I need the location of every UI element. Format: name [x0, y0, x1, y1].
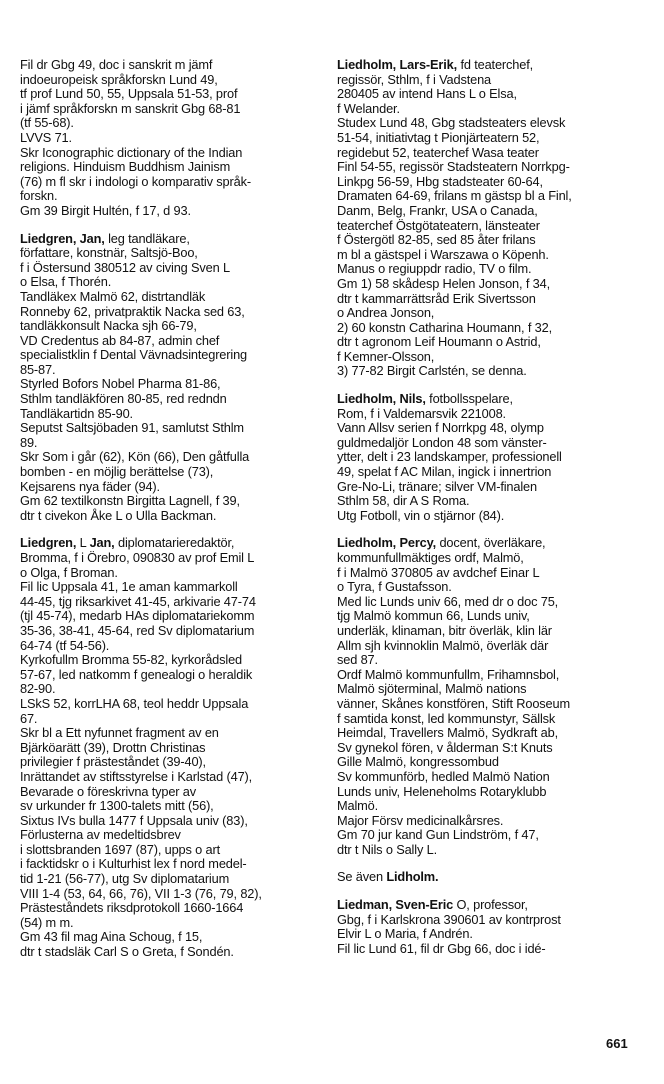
text-line: f Welander. [337, 100, 400, 116]
text-line: Vann Allsv serien f Norrkpg 48, olymp [337, 420, 544, 436]
entry-title: docent, överläkare, [439, 535, 546, 551]
text-line: specialistklin f Dental Vävnadsintegrering [20, 347, 248, 363]
text-line: sv urkunder fr 1300-talets mitt (56), [20, 798, 214, 814]
text-line: o Tyra, f Gustafsson. [337, 579, 452, 595]
text-line: Sv kommunförb, hedled Malmö Nation [337, 768, 550, 784]
text-line: religions. Hinduism Buddhism Jainism [20, 159, 231, 175]
text-line: vänner, Skånes konstfören, Stift Rooseum [337, 695, 571, 711]
text-line: Sixtus IVs bulla 1477 f Uppsala univ (83), [20, 812, 248, 828]
text-line: ytter, delt i 23 landskamper, professionell [337, 449, 562, 465]
text-line: Fil lic Lund 61, fil dr Gbg 66, doc i idé- [337, 940, 546, 956]
text-line: VD Credentus ab 84-87, admin chef [20, 332, 220, 348]
text-line: Lunds univ, Heleneholms Rotaryklubb [337, 783, 547, 799]
text-line: Med lic Lunds univ 66, med dr o doc 75, [337, 593, 559, 609]
text-line: o Andrea Jonson, [337, 305, 435, 321]
text-line: (54) m m. [20, 914, 74, 930]
entry-title: fd teaterchef, [460, 57, 534, 72]
text-line: Elvir L o Maria, f Andrén. [337, 926, 473, 942]
entry-title: diplomatarieredaktör, [117, 535, 235, 551]
text-line: (tjl 45-74), medarb HAs diplomatariekomm [20, 608, 255, 624]
text-line: Bromma, f i Örebro, 090830 av prof Emil L [20, 550, 255, 565]
entry-name-initial: L [79, 535, 87, 551]
text-line: Allm sjh kvinnoklin Malmö, överläk där [337, 637, 549, 653]
left-column [20, 58, 320, 973]
text-line: Studex Lund 48, Gbg stadsteaters elevsk [337, 115, 566, 131]
text-line: regissör, Sthlm, f i Vadstena [337, 71, 492, 87]
text-line: forskn. [20, 188, 58, 204]
entry-title: leg tandläkare, [108, 230, 190, 246]
text-line: Skr Iconographic dictionary of the Indian [20, 144, 243, 160]
text-line: Heimdal, Travellers Malmö, Sydkraft ab, [337, 725, 559, 741]
text-line: Major Försv medicinalkårsres. [337, 812, 504, 828]
text-line: i jämf språkforskn m sanskrit Gbg 68-81 [20, 100, 241, 116]
text-line: teaterchef Östgötateatern, länsteater [337, 217, 540, 233]
text-line: Sv gynekol fören, v ålderman S:t Knuts [337, 739, 553, 755]
text-line: f i Östersund 380512 av civing Sven L [20, 259, 230, 275]
text-line: VIII 1-4 (53, 64, 66, 76), VII 1-3 (76, 79, 82), [20, 885, 262, 901]
entry-first-line [337, 898, 637, 913]
text-line: Finl 54-55, regissör Stadsteatern Norrkpg- [337, 159, 570, 175]
entry-name: Liedholm, Lars-Erik, [337, 57, 458, 72]
entry-liedholm-lars-erik [337, 58, 637, 379]
entry-name-given: Jan, [89, 535, 115, 551]
text-line: kommunfullmäktiges ordf, Malmö, [337, 550, 524, 565]
text-line: dtr t kammarrättsråd Erik Sivertsson [337, 290, 536, 306]
text-line: Tandläkex Malmö 62, distrtandläk [20, 288, 206, 304]
text-line: Skr bl a Ett nyfunnet fragment av en [20, 725, 219, 741]
text-line: Malmö. [337, 798, 379, 814]
text-line: indoeuropeisk språkforskn Lund 49, [20, 71, 218, 87]
text-line: o Elsa, f Thorén. [20, 274, 112, 290]
entry-liedgren-l-jan [20, 536, 320, 959]
see-also-reference [337, 870, 637, 885]
text-line: författare, konstnär, Saltsjö-Boo, [20, 245, 198, 261]
entry-name: Liedholm, Nils, [337, 391, 426, 407]
entry-title: O, professor, [456, 897, 528, 913]
text-line: Bevarade o föreskrivna typer av [20, 783, 197, 799]
text-line: 57-67, led natkomm f genealogi o heraldik [20, 666, 253, 682]
text-line: Kejsarens nya fäder (94). [20, 478, 160, 494]
text-line: 44-45, tjg riksarkivet 41-45, arkivarie 47-74 [20, 593, 256, 609]
entry-title: fotbollsspelare, [429, 391, 513, 407]
text-line: Seputst Saltsjöbaden 91, samlutst Sthlm [20, 420, 244, 436]
text-line: Gm 39 Birgit Hultén, f 17, d 93. [20, 202, 191, 218]
text-line: (tf 55-68). [20, 115, 74, 131]
text-line: Gm 62 textilkonstn Birgitta Lagnell, f 39, [20, 493, 240, 509]
text-line: Linkpg 56-59, Hbg stadsteater 60-64, [337, 173, 543, 189]
text-line: LVVS 71. [20, 129, 72, 145]
text-line: Inrättandet av stiftsstyrelse i Karlstad (47), [20, 768, 253, 784]
text-line: 51-54, initiativtag t Pionjärteatern 52, [337, 129, 540, 145]
text-line: f samtida konst, led kommunstyr, Sällsk [337, 710, 556, 726]
text-line: m bl a gästspel i Warszawa o Köpenh. [337, 246, 549, 262]
text-line: 280405 av intend Hans L o Elsa, [337, 86, 517, 102]
see-also-line [337, 870, 637, 885]
text-line: 82-90. [20, 681, 56, 697]
text-line: f Östergötl 82-85, sed 85 åter frilans [337, 232, 536, 248]
text-line: 2) 60 konstn Catharina Houmann, f 32, [337, 319, 552, 335]
text-line: 85-87. [20, 361, 56, 377]
text-line: f i Malmö 370805 av avdchef Einar L [337, 564, 540, 580]
text-line: Fil dr Gbg 49, doc i sanskrit m jämf [20, 57, 213, 72]
text-line: Gm 1) 58 skådesp Helen Jonson, f 34, [337, 275, 550, 291]
entry-liedman-sven-eric [337, 898, 637, 956]
text-line: Sthlm tandläkfören 80-85, red redndn [20, 391, 227, 407]
text-line: 67. [20, 710, 38, 726]
entry-first-line [20, 232, 320, 247]
text-line: dtr t stadsläk Carl S o Greta, f Sondén. [20, 944, 234, 960]
text-line: Utg Fotboll, vin o stjärnor (84). [337, 507, 505, 523]
text-line: Bjärköarätt (39), Drottn Christinas [20, 739, 206, 755]
text-line: 49, spelat f AC Milan, ingick i innertrion [337, 464, 552, 480]
text-line: Malmö sjöterminal, Malmö nations [337, 681, 527, 697]
text-line: bomben - en möjlig berättelse (73), [20, 464, 214, 480]
text-line: Ronneby 62, privatpraktik Nacka sed 63, [20, 303, 245, 319]
entry-first-line [337, 58, 637, 73]
text-line: f Kemner-Olsson, [337, 348, 435, 364]
text-line: Gille Malmö, kongressombud [337, 754, 499, 770]
text-line: i slottsbranden 1697 (87), upps o art [20, 841, 221, 857]
see-also-prefix: Se även [337, 869, 383, 885]
text-line: tid 1-21 (56-77), utg Sv diplomatarium [20, 871, 230, 887]
page-number: 661 [606, 1036, 628, 1051]
entry-first-line [337, 392, 637, 407]
text-line: Rom, f i Valdemarsvik 221008. [337, 405, 506, 421]
text-line: Ordf Malmö kommunfullm, Frihamnsbol, [337, 666, 560, 682]
text-line: o Olga, f Broman. [20, 564, 118, 580]
text-line: Fil lic Uppsala 41, 1e aman kammarkoll [20, 579, 238, 595]
text-line: 89. [20, 434, 38, 450]
text-line: Gre-No-Li, tränare; silver VM-finalen [337, 478, 537, 494]
text-line: Manus o regiuppdr radio, TV o film. [337, 261, 532, 277]
text-line: Prästeståndets riksdprotokoll 1660-1664 [20, 900, 244, 916]
text-line: dtr t civekon Åke L o Ulla Backman. [20, 507, 217, 523]
text-line: Sthlm 58, dir A S Roma. [337, 493, 470, 509]
right-column [337, 58, 637, 969]
text-line: (76) m fl skr i indologi o komparativ språk- [20, 173, 251, 189]
text-line: sed 87. [337, 652, 378, 668]
entry-name: Liedholm, Percy, [337, 535, 437, 551]
text-line: 64-74 (tf 54-56). [20, 637, 110, 653]
text-line: Styrled Bofors Nobel Pharma 81-86, [20, 376, 221, 392]
text-line: Gm 70 jur kand Gun Lindström, f 47, [337, 827, 539, 843]
entry-first-line [20, 536, 320, 551]
entry-name: Liedman, Sven-Eric [337, 897, 454, 913]
text-line: regidebut 52, teaterchef Wasa teater [337, 144, 539, 160]
text-line: 35-36, 38-41, 45-64, red Sv diplomatarium [20, 622, 255, 638]
text-line: dtr t agronom Leif Houmann o Astrid, [337, 334, 541, 350]
text-line: Kyrkofullm Bromma 55-82, kyrkorådsled [20, 652, 243, 668]
entry-name: Liedgren, Jan, [20, 230, 105, 246]
text-line: tandläkkonsult Nacka sjh 66-79, [20, 318, 197, 334]
text-line: underläk, klinaman, bitr överläk, klin lär [337, 622, 552, 638]
text-line: Förlusterna av medeltidsbrev [20, 827, 181, 843]
see-also-name: Lidholm. [386, 869, 439, 885]
text-line: Tandläkartidn 85-90. [20, 405, 133, 421]
text-line: guldmedaljör London 48 som vänster- [337, 434, 547, 450]
entry-name: Liedgren, [20, 535, 77, 551]
entry-liedholm-percy [337, 536, 637, 857]
text-line: 3) 77-82 Birgit Carlstén, se denna. [337, 363, 527, 379]
text-line: privilegier f prästeståndet (39-40), [20, 754, 206, 770]
text-line: Skr Som i går (62), Kön (66), Den gåtfulla [20, 449, 250, 465]
text-line: Danm, Belg, Frankr, USA o Canada, [337, 202, 538, 218]
text-line: tf prof Lund 50, 55, Uppsala 51-53, prof [20, 86, 238, 102]
text-line: i facktidskr o i Kulturhist lex f nord medel- [20, 856, 247, 872]
text-line: Gbg, f i Karlskrona 390601 av kontrprost [337, 911, 561, 927]
entry-liedholm-nils [337, 392, 637, 523]
text-line: Dramaten 64-69, frilans m gästsp bl a Finl, [337, 188, 572, 204]
entry-first-line [337, 536, 637, 551]
entry-continuation [20, 58, 320, 219]
text-line: LSkS 52, korrLHA 68, teol heddr Uppsala [20, 695, 249, 711]
text-line: dtr t Nils o Sally L. [337, 841, 437, 857]
entry-liedgren-jan [20, 232, 320, 524]
text-line: tjg Malmö kommun 66, Lunds univ, [337, 608, 530, 624]
text-line: Gm 43 fil mag Aina Schoug, f 15, [20, 929, 203, 945]
